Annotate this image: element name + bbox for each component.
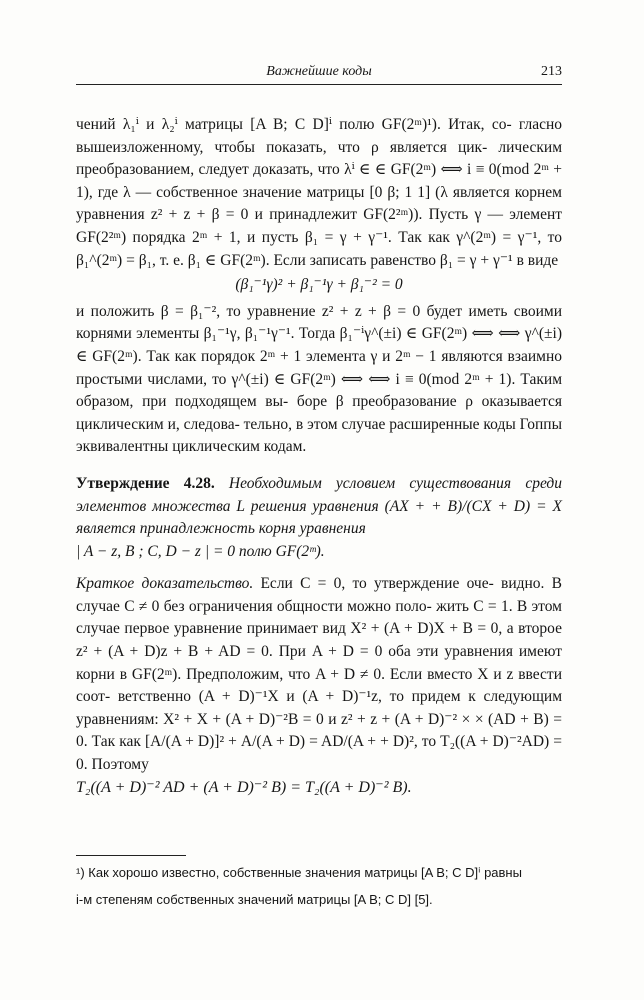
text-line: лическим преобразованием, следует доказать, что λⁱ ∈ [76, 138, 563, 179]
statement-4-28 [76, 473, 562, 541]
text-line: + D)², то T₂((A + D)⁻²AD) = 0. Поэтому [76, 733, 563, 774]
text-line: чений λ₁ⁱ и λ₂ⁱ матрицы [A B; C D]ⁱ полю GF(2ᵐ)¹). Итак, со- [76, 116, 512, 133]
text-line: 2ᵐ + 1, и пусть β₁ = γ + γ⁻¹. Так как γ^(2ᵐ) = γ⁻¹, то β₁^(2ᵐ) = β₁, [76, 228, 562, 269]
footnote-line: ¹) Как хорошо известно, собственные значения матрицы [A B; C D]ⁱ равны [76, 865, 522, 880]
statement-line: среди элементов множества L решения уравнения (AX + [76, 474, 563, 515]
text-line: являются взаимно простыми числами, то γ^(±i) ∈ GF(2ᵐ) ⟺ [76, 347, 562, 388]
text-line: матрицы [0 β; 1 1] (λ является корнем уравнения z² + z + β = 0 [76, 183, 562, 224]
text-line: ⟺ γ^(±i) ∈ GF(2ᵐ). Так как порядок 2ᵐ + 1 элемента γ и 2ᵐ − 1 [76, 325, 563, 365]
statement-line: + B)/(CX + D) = X является принадлежность корня уравнения [76, 497, 563, 538]
text-line: и положить β = β₁⁻², то уравнение z² + z + β = 0 будет иметь [76, 302, 508, 320]
text-line: Предположим, что A + D ≠ 0. Если вместо X и z ввести соот- [76, 665, 562, 706]
footnote-divider [76, 855, 186, 856]
text-line: боре β преобразование ρ оказывается циклическим и, следова- [76, 393, 562, 433]
main-text [76, 100, 562, 799]
text-line: своими корнями элементы β₁⁻¹γ, β₁⁻¹γ⁻¹. Тогда β₁⁻ⁱγ^(±i) ∈ GF(2ᵐ) ⟺ [76, 302, 562, 343]
text-line: и принадлежит GF(2²ᵐ)). Пусть γ — элемент GF(2²ᵐ) порядка [76, 206, 563, 246]
page-number: 213 [541, 64, 562, 79]
text-line: ветственно (A + D)⁻¹X и (A + D)⁻¹z, то придем к следующим [117, 688, 563, 706]
text-line: гласно вышеизложенному, чтобы показать, что ρ является цик- [76, 116, 562, 156]
text-line: видно. В случае C ≠ 0 без ограничения общности можно поло- [76, 575, 562, 615]
equation-1: (β₁⁻¹γ)² + β₁⁻¹γ + β₁⁻² = 0 [235, 276, 403, 294]
text-line: тельно, в этом случае расширенные коды Гоппы эквивалентны [76, 415, 562, 456]
paragraph-2 [76, 301, 562, 459]
text-line: При A + D = 0 оба эти уравнения имеют корни в GF(2ᵐ). [76, 643, 563, 683]
paragraph-1 [76, 114, 562, 272]
proof-paragraph [76, 573, 562, 776]
text-line: ⟺ i ≡ 0(mod 2ᵐ + 1). Таким образом, при подходящем вы- [76, 370, 563, 411]
text-line: × (AD + B) = 0. Так как [A/(A + D)]² + A/(A + D) = AD/(A + [76, 710, 562, 751]
text-line: жить C = 1. В этом случае первое уравнение принимает вид [76, 597, 562, 638]
text-line: т. е. β₁ ∈ GF(2ᵐ). Если записать равенство β₁ = γ + γ⁻¹ в виде [159, 251, 559, 269]
running-head [76, 62, 562, 85]
statement-line: Необходимым условием существования [228, 474, 512, 492]
determinant-equation: | A − z, B ; C, D − z | = 0 полю GF(2ᵐ). [76, 542, 325, 560]
text-line: уравнениям: X² + X + (A + D)⁻²B = 0 и z² + z + (A + D)⁻² × [76, 710, 471, 728]
statement-title: Утверждение 4.28. [76, 474, 215, 492]
text-line: Если C = 0, то утверждение оче- [260, 575, 494, 593]
footnote-line: i-м степеням собственных значений матрицы [A B; C D] [5]. [76, 892, 433, 907]
equation-2: T₂((A + D)⁻² AD + (A + D)⁻² B) = T₂((A + D)⁻² B). [76, 778, 412, 796]
proof-title: Краткое доказательство. [76, 575, 254, 593]
text-line: ∈ GF(2ᵐ) ⟺ i ≡ 0(mod 2ᵐ + 1), где λ — собственное значение [76, 161, 562, 201]
running-title: Важнейшие коды [266, 64, 372, 79]
text-line: X² + (A + D)X + B = 0, а второе z² + (A + D)z + B + AD = 0. [76, 620, 562, 661]
footnote [76, 862, 562, 910]
text-line: циклическим кодам. [172, 438, 307, 456]
